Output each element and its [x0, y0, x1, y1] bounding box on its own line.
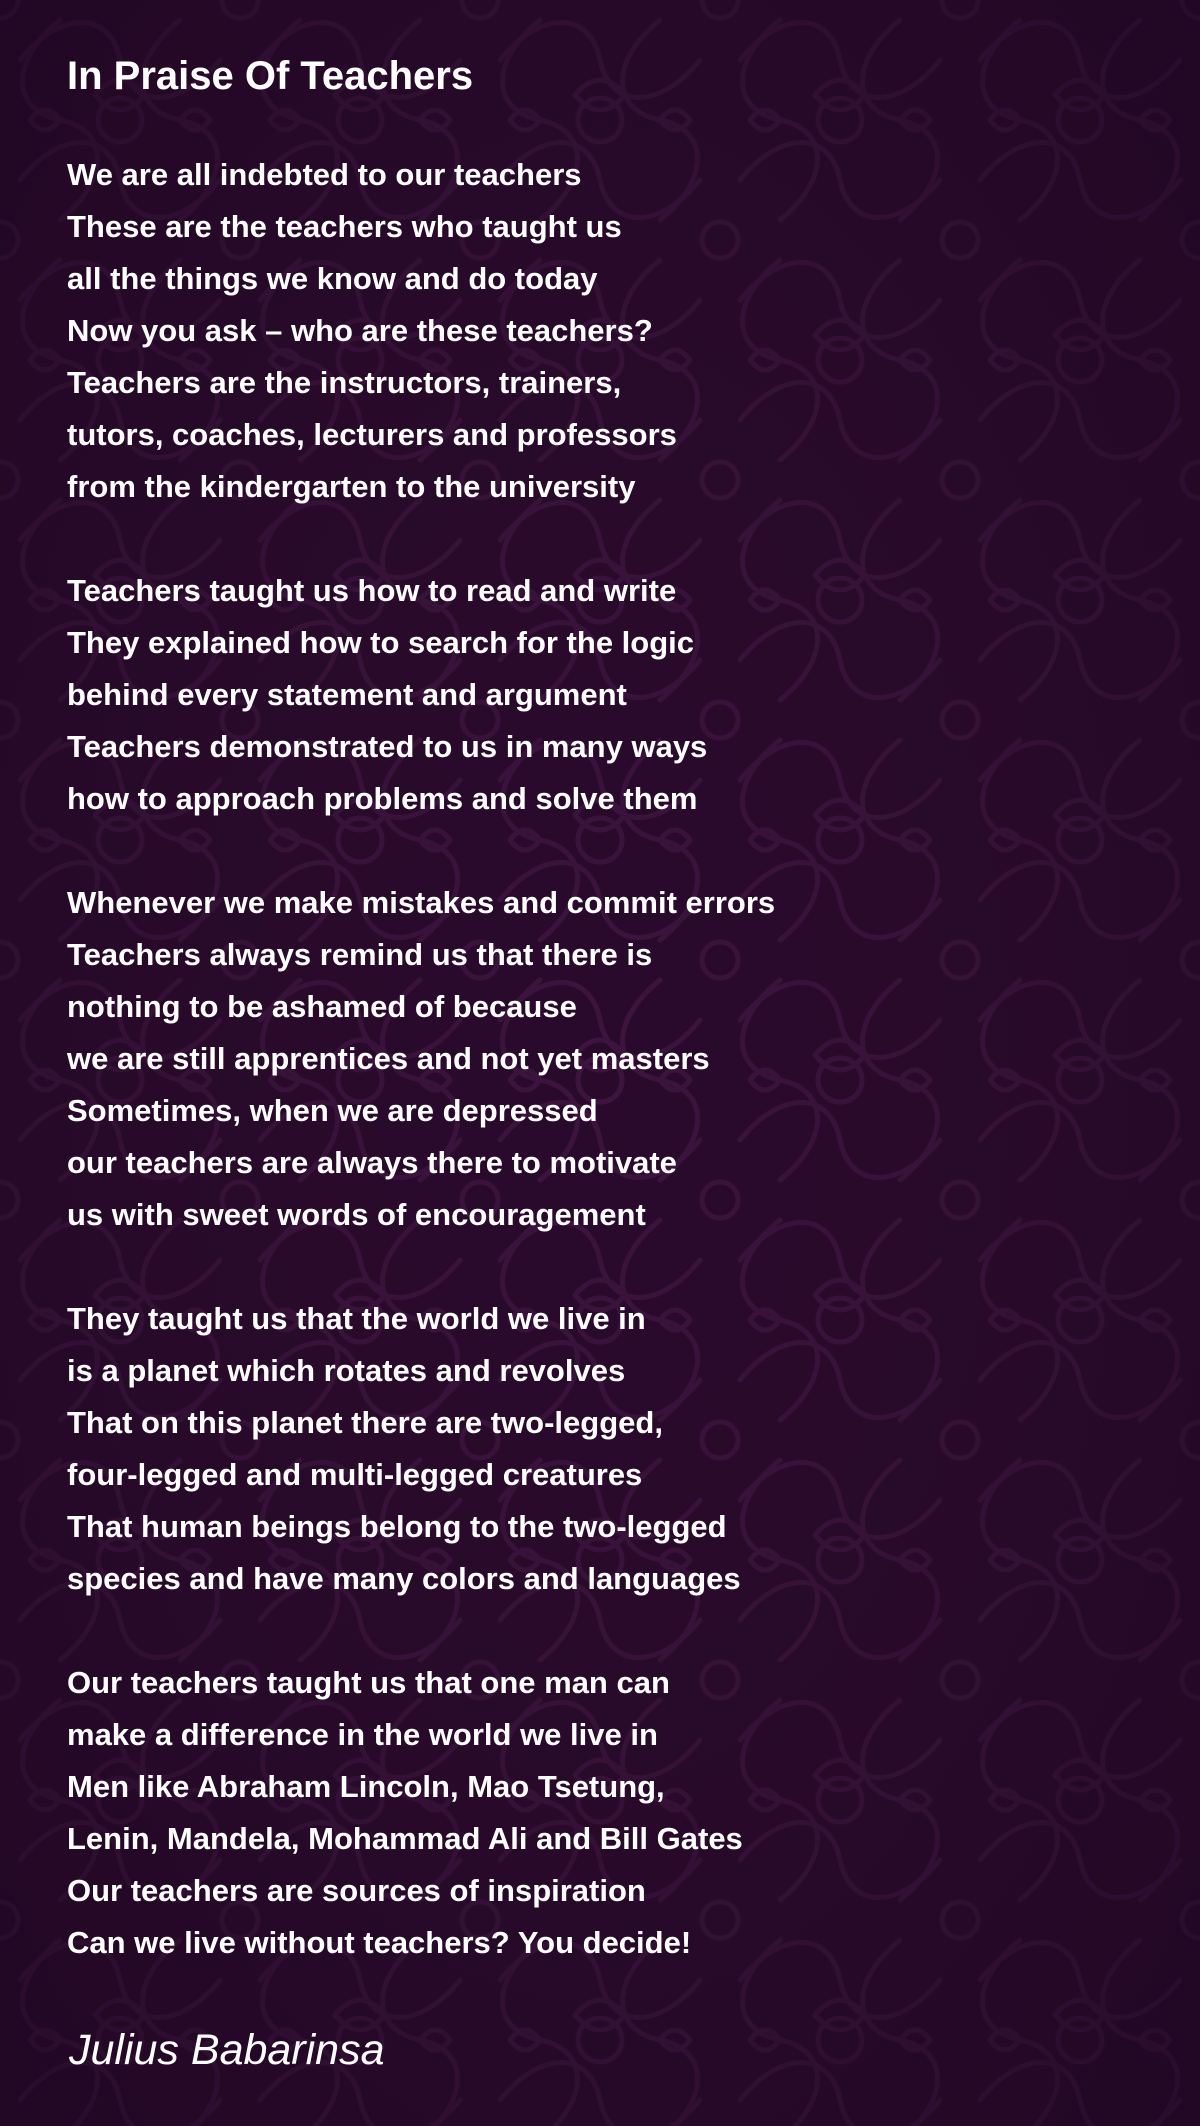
poem-author: Julius Babarinsa — [69, 2026, 385, 2074]
poem-line: Now you ask – who are these teachers? — [67, 313, 653, 348]
poem-line: nothing to be ashamed of because — [67, 989, 577, 1024]
poem-line: Whenever we make mistakes and commit errors — [67, 885, 776, 920]
stanza-1 — [67, 149, 1167, 513]
poem-line: four-legged and multi-legged creatures — [67, 1457, 643, 1492]
poem-line: us with sweet words of encouragement — [67, 1197, 646, 1232]
poem-body — [67, 149, 1167, 2021]
poem-line: our teachers are always there to motivate — [67, 1145, 677, 1180]
poem-line: Men like Abraham Lincoln, Mao Tsetung, — [67, 1769, 665, 1804]
poem-line: That on this planet there are two-legged, — [67, 1405, 663, 1440]
poem-line: species and have many colors and languages — [67, 1561, 741, 1596]
poem-line: from the kindergarten to the university — [67, 469, 636, 504]
poem-line: Our teachers taught us that one man can — [67, 1665, 670, 1700]
stanza-2 — [67, 565, 1167, 825]
poem-line: That human beings belong to the two-legged — [67, 1509, 727, 1544]
poem-line: Lenin, Mandela, Mohammad Ali and Bill Gates — [67, 1821, 743, 1856]
poem-line: Teachers taught us how to read and write — [67, 573, 677, 608]
poem-title: In Praise Of Teachers — [67, 54, 474, 98]
stanza-5 — [67, 1657, 1167, 1969]
poem-line: all the things we know and do today — [67, 261, 598, 296]
poem-line: we are still apprentices and not yet masters — [67, 1041, 710, 1076]
poem-line: Teachers demonstrated to us in many ways — [67, 729, 708, 764]
poem-line: make a difference in the world we live in — [67, 1717, 658, 1752]
poem-line: We are all indebted to our teachers — [67, 157, 582, 192]
poem-line: behind every statement and argument — [67, 677, 627, 712]
poem-line: Sometimes, when we are depressed — [67, 1093, 598, 1128]
poem-line: Our teachers are sources of inspiration — [67, 1873, 646, 1908]
poem-line: how to approach problems and solve them — [67, 781, 698, 816]
stanza-4 — [67, 1293, 1167, 1605]
poem-line: Teachers always remind us that there is — [67, 937, 653, 972]
poem-line: tutors, coaches, lecturers and professors — [67, 417, 677, 452]
poem-line: They taught us that the world we live in — [67, 1301, 646, 1336]
poem-line: They explained how to search for the logic — [67, 625, 695, 660]
poem-line: These are the teachers who taught us — [67, 209, 622, 244]
stanza-3 — [67, 877, 1167, 1241]
poem-line: Can we live without teachers? You decide! — [67, 1925, 692, 1960]
poem-line: is a planet which rotates and revolves — [67, 1353, 626, 1388]
poem-line: Teachers are the instructors, trainers, — [67, 365, 622, 400]
